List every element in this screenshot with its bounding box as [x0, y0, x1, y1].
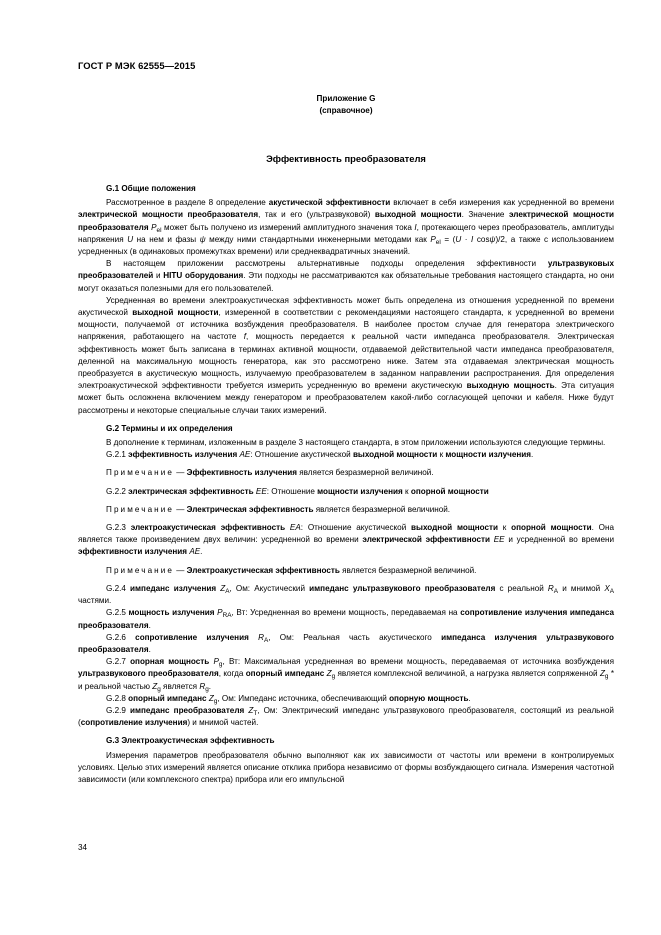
term-g2-1: G.2.1 эффективность излучения AE: Отношение акустической выходной мощности к мощности излучения.	[106, 450, 534, 460]
term-g2-6: G.2.6 сопротивление излучения $R_A$, Ом: Реальная часть акустического импеданса излучения ультразвукового преобразователя.	[78, 632, 614, 654]
paragraph: Рассмотренное в разделе 8 определение акустической эффективности включает в себя измерения как усредненной во времени электрической мощности преобразователя, так и его (ультразвуковой) выходной мощности. Значение электрической мощности преобразователя $P_{el}$ может быть получено из измерений амплитудного значения тока I, протекающего через преобразователь, амплитуды напряжения U на нем и фазы ψ между ними стандартными инженерными методами как $P_{el} = (U \cdot I$ cosψ)/2, а также с использованием усредненных (в одинаковых промежутках времени) или среднеквадратичных значений.	[78, 198, 614, 257]
page-number: 34	[78, 843, 88, 852]
term-g2-5: G.2.5 мощность излучения $P_{RA}$, Вт: Усредненная во времени мощность, передаваемая на сопротивление излучения импеданса преобразователя.	[78, 608, 614, 630]
heading-g3: G.3 Электроакустическая эффективность	[106, 736, 275, 746]
annex-title: Приложение G	[316, 94, 376, 103]
term-g2-3: G.2.3 электроакустическая эффективность EA: Отношение акустической выходной мощности к опорной мощности. Она является также произведением двух величин: усредненной во времени электрической эффективности EE и усредненной во времени эффективности излучения AE.	[78, 523, 614, 557]
paragraph: Измерения параметров преобразователя обычно выполняют как их зависимости от частоты или времени в контролируемых условиях. Целью этих измерений является описание отклика прибора независимо от формы возбуждающего сигнала. Измерения частотной зависимости (или комплексного спектра) прибора или его импульсной	[78, 750, 614, 784]
note: Примечание — Электрическая эффективность является безразмерной величиной.	[106, 504, 451, 514]
note: Примечание — Эффективность излучения является безразмерной величиной.	[106, 468, 434, 478]
paragraph: Усредненная во времени электроакустическая эффективность может быть определена из отношения усредненной по времени акустической выходной мощности, измеренной в соответствии с рекомендациями настоящего стандарта, к усредненной во времени мощности, получаемой от источника возбуждения преобразователя. В наиболее простом случае для генератора электрического напряжения, работающего на частоте f, мощность передается к реальной части импеданса преобразователя. Электрическая эффективность может быть записана в терминах активной мощности, отдаваемой действительной части импеданса преобразователя, деленной на максимальную мощность генератора, как это рассмотрено ниже. Затем эта отдаваемая электрическая мощность преобразуется в акустическую мощность, излучаемую преобразователем в заданном направлении распространения. Для определения электроакустической эффективности требуется измерить усредненную во времени акустическую выходную мощность. Эта ситуация может быть осложнена включением между генератором и преобразователем какой-либо согласующей цепочки и кабеля. Ниже будут рассмотрены и некоторые специальные случаи таких измерений.	[78, 295, 615, 415]
annex-subtitle: (справочное)	[319, 106, 373, 115]
term-g2-7: G.2.7 опорная мощность $P_g$, Вт: Максимальная усредненная во времени мощность, передаваемая от источника возбуждения ультразвукового преобразователя, когда опорный импеданс $Z_g$ является комплексной величиной, а нагрузка является сопряженной $Z_g$ * и реальной частью $Z_g$ является $R_g$.	[78, 657, 615, 693]
note: Примечание — Электроакустическая эффективность является безразмерной величиной.	[106, 565, 477, 575]
paragraph: В настоящем приложении рассмотрены альтернативные подходы определения эффективности ультразвуковых преобразователей и HITU оборудования. Эти подходы не рассматриваются как обязательные требования настоящего стандарта, но они могут оказаться полезными для его пользователей.	[78, 259, 614, 293]
term-g2-8: G.2.8 опорный импеданс $Z_g$, Ом: Импеданс источника, обеспечивающий опорную мощность.	[106, 693, 471, 705]
standard-designation: ГОСТ Р МЭК 62555—2015	[78, 60, 196, 71]
paragraph: В дополнение к терминам, изложенным в разделе 3 настоящего стандарта, в этом приложении используются следующие термины.	[106, 438, 606, 448]
heading-g1: G.1 Общие положения	[106, 184, 196, 193]
term-g2-2: G.2.2 электрическая эффективность EE: Отношение мощности излучения к опорной мощности	[106, 486, 489, 496]
term-g2-9: G.2.9 импеданс преобразователя $Z_T$, Ом: Электрический импеданс ультразвукового преобразователя, состоящий из реальной (сопротивление излучения) и мнимой частей.	[78, 705, 614, 728]
heading-g2: G.2 Термины и их определения	[106, 423, 233, 433]
term-g2-4: G.2.4 импеданс излучения $Z_A$, Ом: Акустический импеданс ультразвукового преобразователя с реальной $R_A$ и мнимой $X_A$ частями.	[78, 583, 614, 606]
document-body	[78, 183, 614, 786]
section-title: Эффективность преобразователя	[266, 153, 426, 164]
